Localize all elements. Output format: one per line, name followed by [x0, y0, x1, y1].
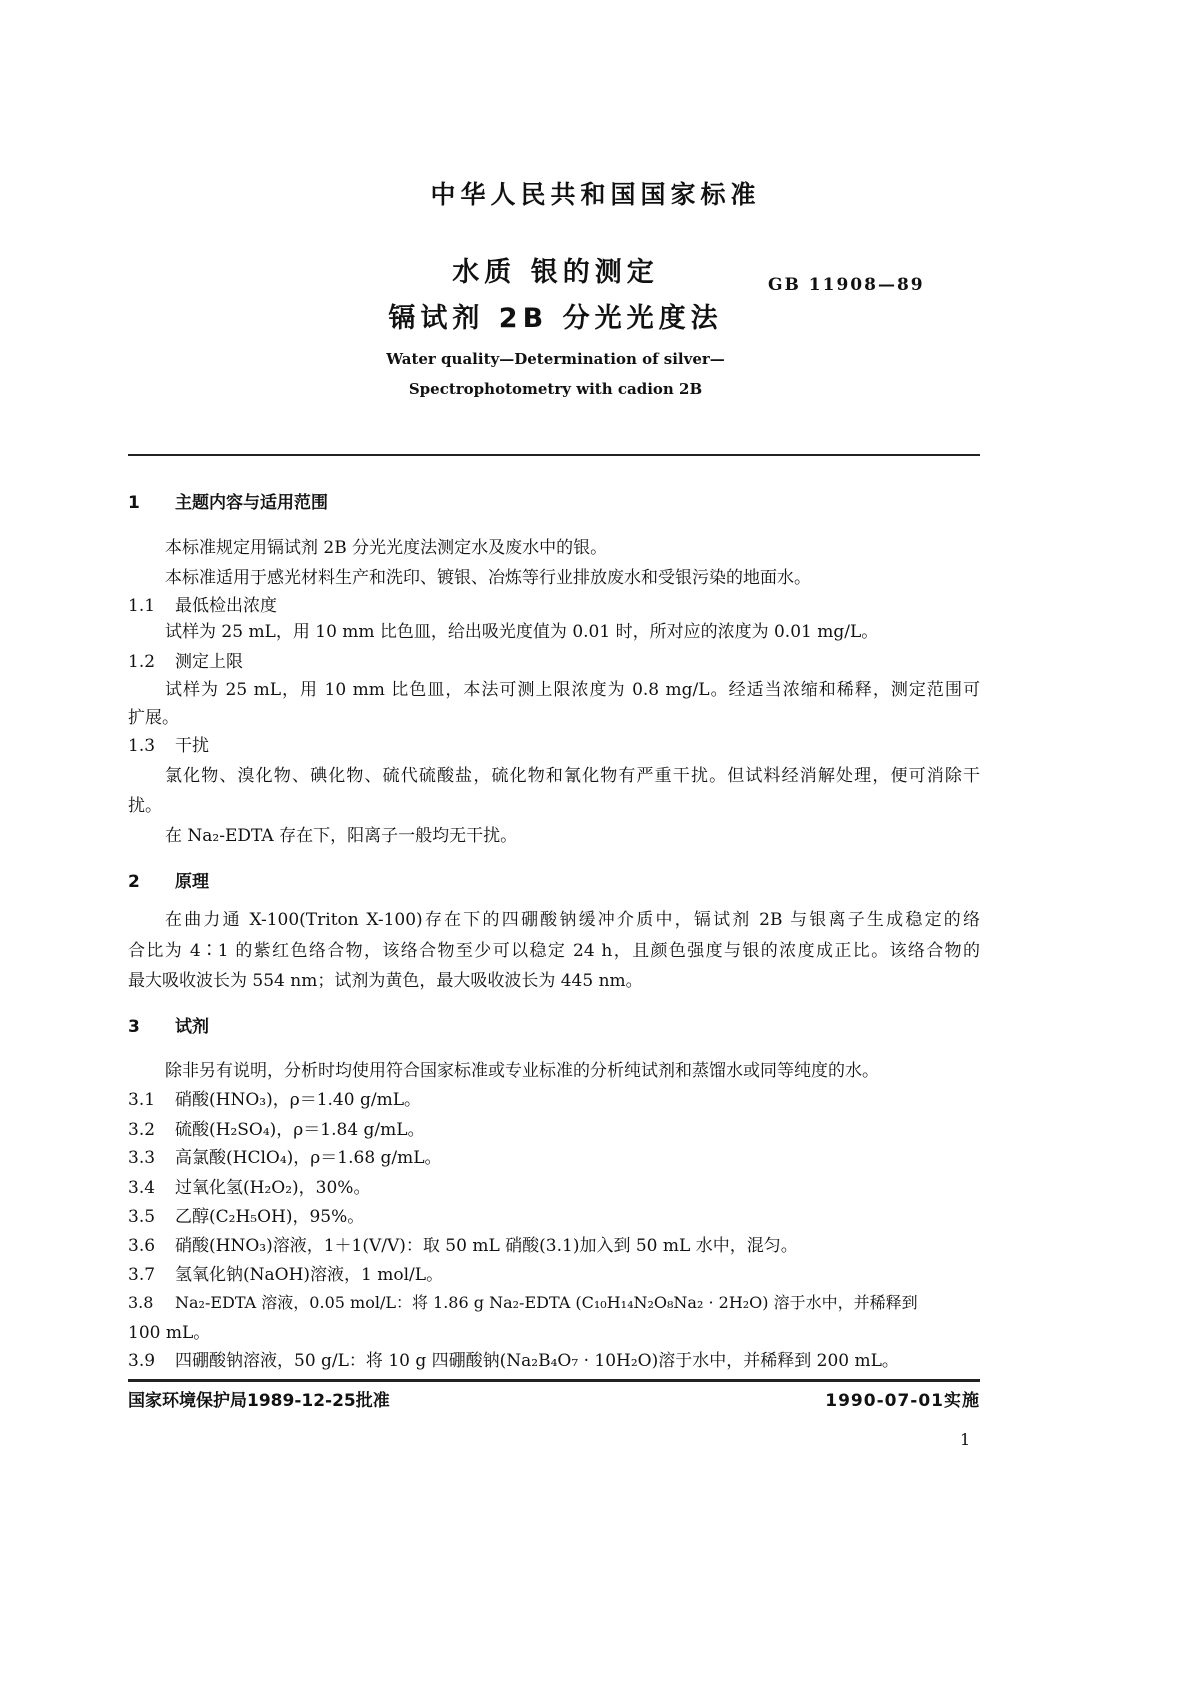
approval-date: 国家环境保护局1989-12-25批准: [128, 1391, 390, 1411]
header-rule: [128, 454, 980, 456]
reagent-item-continuation: 100 mL。: [128, 1323, 211, 1343]
paragraph: 氯化物、溴化物、碘化物、硫代硫酸盐，硫化物和氰化物有严重干扰。但试料经消解处理，便可消除干: [165, 766, 980, 786]
paragraph: 除非另有说明，分析时均使用符合国家标准或专业标准的分析纯试剂和蒸馏水或同等纯度的水。: [165, 1061, 879, 1081]
english-title-line2: Spectrophotometry with cadion 2B: [408, 380, 703, 398]
paragraph: 试样为 25 mL，用 10 mm 比色皿，本法可测上限浓度为 0.8 mg/L。经适当浓缩和稀释，测定范围可: [165, 680, 980, 700]
paragraph: 在曲力通 X-100(Triton X-100)存在下的四硼酸钠缓冲介质中，镉试剂 2B 与银离子生成稳定的络: [165, 910, 980, 930]
reagent-item: 3.5 乙醇(C₂H₅OH)，95%。: [128, 1207, 365, 1227]
paragraph: 本标准规定用镉试剂 2B 分光光度法测定水及废水中的银。: [165, 538, 608, 558]
footer-rule: [128, 1379, 980, 1382]
section-2-heading: 2 原理: [128, 872, 209, 892]
paragraph: 在 Na₂-EDTA 存在下，阳离子一般均无干扰。: [165, 826, 518, 846]
reagent-item: 3.7 氢氧化钠(NaOH)溶液，1 mol/L。: [128, 1265, 444, 1285]
section-1-heading: 1 主题内容与适用范围: [128, 493, 328, 513]
subsection-1-3: 1.3 干扰: [128, 736, 209, 756]
subsection-1-2: 1.2 测定上限: [128, 652, 243, 672]
title-line1: 水质 银的测定: [452, 257, 659, 288]
paragraph: 扩展。: [128, 708, 179, 728]
reagent-item: 3.3 高氯酸(HClO₄)，ρ＝1.68 g/mL。: [128, 1148, 442, 1168]
reagent-item: 3.4 过氧化氢(H₂O₂)，30%。: [128, 1178, 371, 1198]
reagent-item: 3.1 硝酸(HNO₃)，ρ＝1.40 g/mL。: [128, 1090, 421, 1110]
section-3-heading: 3 试剂: [128, 1017, 209, 1037]
org-title: 中华人民共和国国家标准: [430, 180, 761, 209]
paragraph: 试样为 25 mL，用 10 mm 比色皿，给出吸光度值为 0.01 时，所对应的浓度为 0.01 mg/L。: [165, 622, 879, 642]
reagent-item: 3.6 硝酸(HNO₃)溶液，1＋1(V/V)：取 50 mL 硝酸(3.1)加入到 50 mL 水中，混匀。: [128, 1236, 798, 1256]
reagent-item: 3.9 四硼酸钠溶液，50 g/L：将 10 g 四硼酸钠(Na₂B₄O₇ · 10H₂O)溶于水中，并稀释到 200 mL。: [128, 1351, 899, 1371]
paragraph: 扰。: [128, 796, 162, 816]
effective-date: 1990-07-01实施: [825, 1391, 980, 1411]
reagent-item: 3.8 Na₂-EDTA 溶液，0.05 mol/L：将 1.86 g Na₂-EDTA (C₁₀H₁₄N₂O₈Na₂ · 2H₂O) 溶于水中，并稀释到: [128, 1293, 918, 1312]
reagent-item: 3.2 硫酸(H₂SO₄)，ρ＝1.84 g/mL。: [128, 1120, 425, 1140]
english-title-line1: Water quality—Determination of silver—: [386, 350, 725, 368]
title-line2: 镉试剂 2B 分光光度法: [388, 303, 723, 334]
paragraph: 本标准适用于感光材料生产和洗印、镀银、冶炼等行业排放废水和受银污染的地面水。: [165, 568, 811, 588]
page-number: 1: [960, 1430, 971, 1449]
paragraph: 最大吸收波长为 554 nm；试剂为黄色，最大吸收波长为 445 nm。: [128, 971, 643, 991]
subsection-1-1: 1.1 最低检出浓度: [128, 596, 277, 616]
standard-number: GB 11908—89: [768, 275, 925, 295]
paragraph: 合比为 4∶1 的紫红色络合物，该络合物至少可以稳定 24 h，且颜色强度与银的浓度成正比。该络合物的: [128, 941, 980, 961]
